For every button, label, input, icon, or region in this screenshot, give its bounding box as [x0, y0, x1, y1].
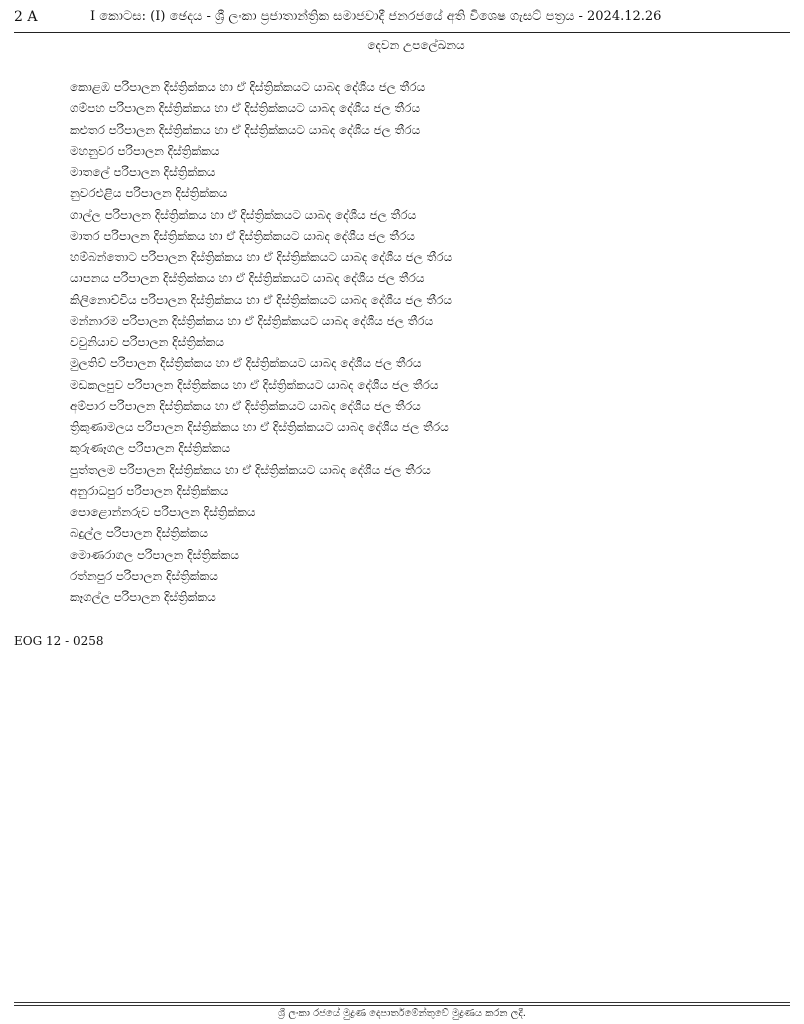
- district-item: අම්පාර පරිපාලන දිස්ත්‍රික්කය හා ඒ දිස්ත්‍රික්කයට යාබද දේශීය ජල තීරය: [70, 398, 421, 413]
- district-item: ගම්පහ පරිපාලන දිස්ත්‍රික්කය හා ඒ දිස්ත්‍රික්කයට යාබද දේශීය ජල තීරය: [70, 101, 421, 116]
- district-item: නුවරඑළිය පරිපාලන දිස්ත්‍රික්කය: [70, 186, 228, 201]
- district-item: ත්‍රිකුණාමලය පරිපාලන දිස්ත්‍රික්කය හා ඒ දිස්ත්‍රික්කයට යාබද දේශීය ජල තීරය: [70, 420, 449, 434]
- district-item: මහනුවර පරිපාලන දිස්ත්‍රික්කය: [70, 143, 220, 158]
- district-item: ගාල්ල පරිපාලන දිස්ත්‍රික්කය හා ඒ දිස්ත්‍රික්කයට යාබද දේශීය ජල තීරය: [70, 207, 417, 222]
- district-item: මාතලේ පරිපාලන දිස්ත්‍රික්කය: [70, 165, 216, 179]
- district-item: කෑගල්ල පරිපාලන දිස්ත්‍රික්කය: [70, 590, 216, 604]
- district-item: හම්බන්තොට පරිපාලන දිස්ත්‍රික්කය හා ඒ දිස්ත්‍රික්කයට යාබද දේශීය ජල තීරය: [70, 250, 453, 264]
- footer-divider-top: [14, 1002, 790, 1003]
- header-divider: [14, 32, 790, 33]
- district-item: මඩකලපුව පරිපාලන දිස්ත්‍රික්කය හා ඒ දිස්ත්‍රික්කයට යාබද දේශීය ජල තීරය: [70, 377, 439, 392]
- district-item: මොණරාගල පරිපාලන දිස්ත්‍රික්කය: [70, 547, 239, 562]
- reference-code: EOG 12 - 0258: [14, 634, 104, 648]
- district-item: කිලිනොච්චිය පරිපාලන දිස්ත්‍රික්කය හා ඒ දිස්ත්‍රික්කයට යාබද දේශීය ජල තීරය: [70, 292, 453, 307]
- district-item: අනුරාධපුර පරිපාලන දිස්ත්‍රික්කය: [70, 483, 229, 498]
- district-item: රත්නපුර පරිපාලන දිස්ත්‍රික්කය: [70, 568, 218, 583]
- district-item: පුත්තලම පරිපාලන දිස්ත්‍රික්කය හා ඒ දිස්ත්‍රික්කයට යාබද දේශීය ජල තීරය: [70, 462, 431, 477]
- district-item: කොළඹ පරිපාලන දිස්ත්‍රික්කය හා ඒ දිස්ත්‍රික්කයට යාබද දේශීය ජල තීරය: [70, 80, 426, 94]
- footer-divider-bottom: [14, 1005, 790, 1006]
- page-header: [14, 6, 790, 28]
- gazette-header-title: I කොටස: (I) ඡෙදය - ශ්‍රී ලංකා ප්‍රජාතාන්ත්‍රික සමාජවාදී ජනරජයේ අති විශෙෂ ගැසට් පත්‍රය - 2024.12.26: [90, 9, 662, 24]
- district-item: මන්නාරම පරිපාලන දිස්ත්‍රික්කය හා ඒ දිස්ත්‍රික්කයට යාබද දේශීය ජල තීරය: [70, 313, 434, 328]
- district-item: කුරුණෑගල පරිපාලන දිස්ත්‍රික්කය: [70, 441, 231, 456]
- district-item: කළුතර පරිපාලන දිස්ත්‍රික්කය හා ඒ දිස්ත්‍රික්කයට යාබද දේශීය ජල තීරය: [70, 122, 421, 137]
- district-item: පොළොන්නරුව පරිපාලන දිස්ත්‍රික්කය: [70, 505, 256, 519]
- district-item: මාතර පරිපාලන දිස්ත්‍රික්කය හා ඒ දිස්ත්‍රික්කයට යාබද දේශීය ජල තීරය: [70, 228, 415, 243]
- district-item: වවුනියාව පරිපාලන දිස්ත්‍රික්කය: [70, 335, 224, 349]
- district-list: [70, 77, 452, 608]
- page-number: 2 A: [14, 9, 38, 25]
- printer-note: ශ්‍රී ලංකා රජයේ මුද්‍රණ දෙපාර්තමේන්තුවේ මුද්‍රණය කරන ලදී.: [278, 1008, 526, 1019]
- district-item: මුලතිව් පරිපාලන දිස්ත්‍රික්කය හා ඒ දිස්ත්‍රික්කයට යාබද දේශීය ජල තීරය: [70, 356, 422, 371]
- district-item: යාපනය පරිපාලන දිස්ත්‍රික්කය හා ඒ දිස්ත්‍රික්කයට යාබද දේශීය ජල තීරය: [70, 271, 425, 286]
- schedule-title: දෙවන උපලේඛනය: [367, 38, 465, 52]
- district-item: බදුල්ල පරිපාලන දිස්ත්‍රික්කය: [70, 526, 209, 541]
